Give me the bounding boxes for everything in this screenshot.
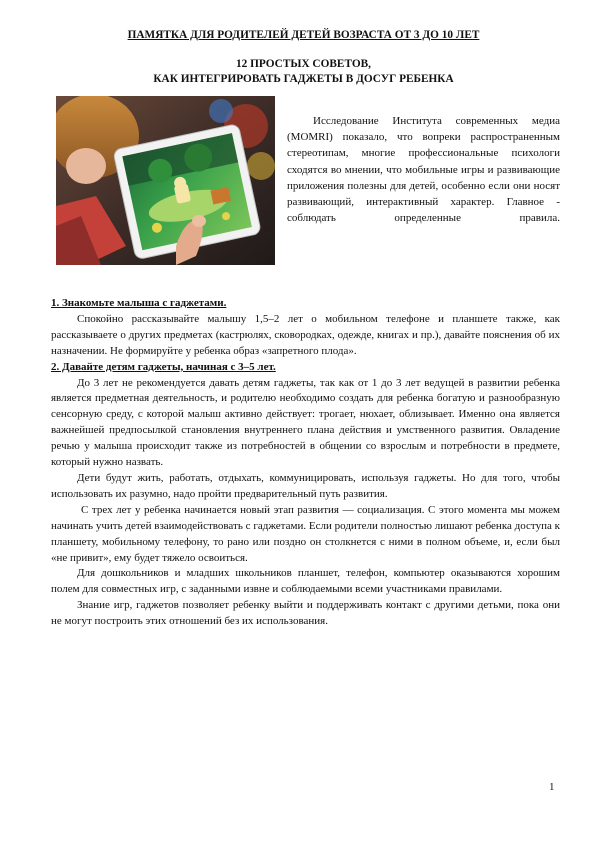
- section-2-paragraph-3: С трех лет у ребенка начинается новый этап развития — социализация. С этого момента мы можем начинать учить детей взаимодействовать с гаджетами. Если родители полностью лишают ребенка доступа к планшету, мобильному телефону, то рано или поздно он столкнется с ними в полном объеме, и, если был «не привит», ему будет тяжело освоиться.: [51, 503, 560, 564]
- photo-illustration: [56, 96, 275, 265]
- section-2-paragraph-2: Дети будут жить, работать, отдыхать, коммуницировать, используя гаджеты. Но для того, чтобы использовать их разумно, надо пройти предварительный путь развития.: [51, 471, 560, 500]
- intro-text: Исследование Института современных медиа (MOMRI) показало, что вопреки распространенным стереотипам, многие профессиональные психологи сходятся во мнении, что мобильные игры и развивающие приложения полезны для детей, особенно если они носят развивающий, интерактивный характер. Главное - соблюдать определенные правила.: [287, 115, 560, 225]
- section-1-heading: 1. Знакомьте малыша с гаджетами.: [51, 297, 227, 309]
- section-2-paragraph-4: Для дошкольников и младших школьников планшет, телефон, компьютер оказываются хорошим полем для совместных игр, с заданными извне и соблюдаемыми всеми участниками правилами.: [51, 567, 560, 596]
- child-with-tablet-photo: [56, 96, 275, 265]
- document-title: ПАМЯТКА ДЛЯ РОДИТЕЛЕЙ ДЕТЕЙ ВОЗРАСТА ОТ 3 ДО 10 ЛЕТ: [127, 29, 480, 41]
- section-1-paragraph-1: Спокойно рассказывайте малышу 1,5–2 лет о мобильном телефоне и планшете также, как рассказываете о других предметах (кастрюлях, сковородках, одежде, книгах и пр.), давайте пояснения об их назначении. Не формируйте у ребенка образ «запретного плода».: [51, 312, 560, 357]
- subtitle-line-2: КАК ИНТЕГРИРОВАТЬ ГАДЖЕТЫ В ДОСУГ РЕБЕНКА: [153, 73, 454, 85]
- document-subtitle: [40, 57, 567, 87]
- section-2-paragraph-1: До 3 лет не рекомендуется давать детям гаджеты, так как от 1 до 3 лет ведущей в развитии ребенка является предметная деятельность, и родителю необходимо создать для ребенка богатую и разнообразную сенсорную среду, с которой малыш активно действует: трогает, нюхает, облизывает. Именно она является важнейшей предпосылкой становления внутреннего плана действия и умственного развития. Овладение речью у малыша происходит также из потребностей в общении со взрослым и потребности в предмете, который нужно назвать.: [51, 376, 560, 469]
- page-number: 1: [549, 781, 555, 793]
- intro-paragraph: [287, 113, 560, 226]
- document-body: [51, 296, 560, 630]
- section-2-heading: 2. Давайте детям гаджеты, начиная с 3–5 лет.: [51, 360, 276, 373]
- subtitle-line-1: 12 ПРОСТЫХ СОВЕТОВ,: [236, 58, 371, 70]
- section-2-paragraph-5: Знание игр, гаджетов позволяет ребенку выйти и поддерживать контакт с другими детьми, пока они не могут построить этих отношений без их использования.: [51, 599, 560, 628]
